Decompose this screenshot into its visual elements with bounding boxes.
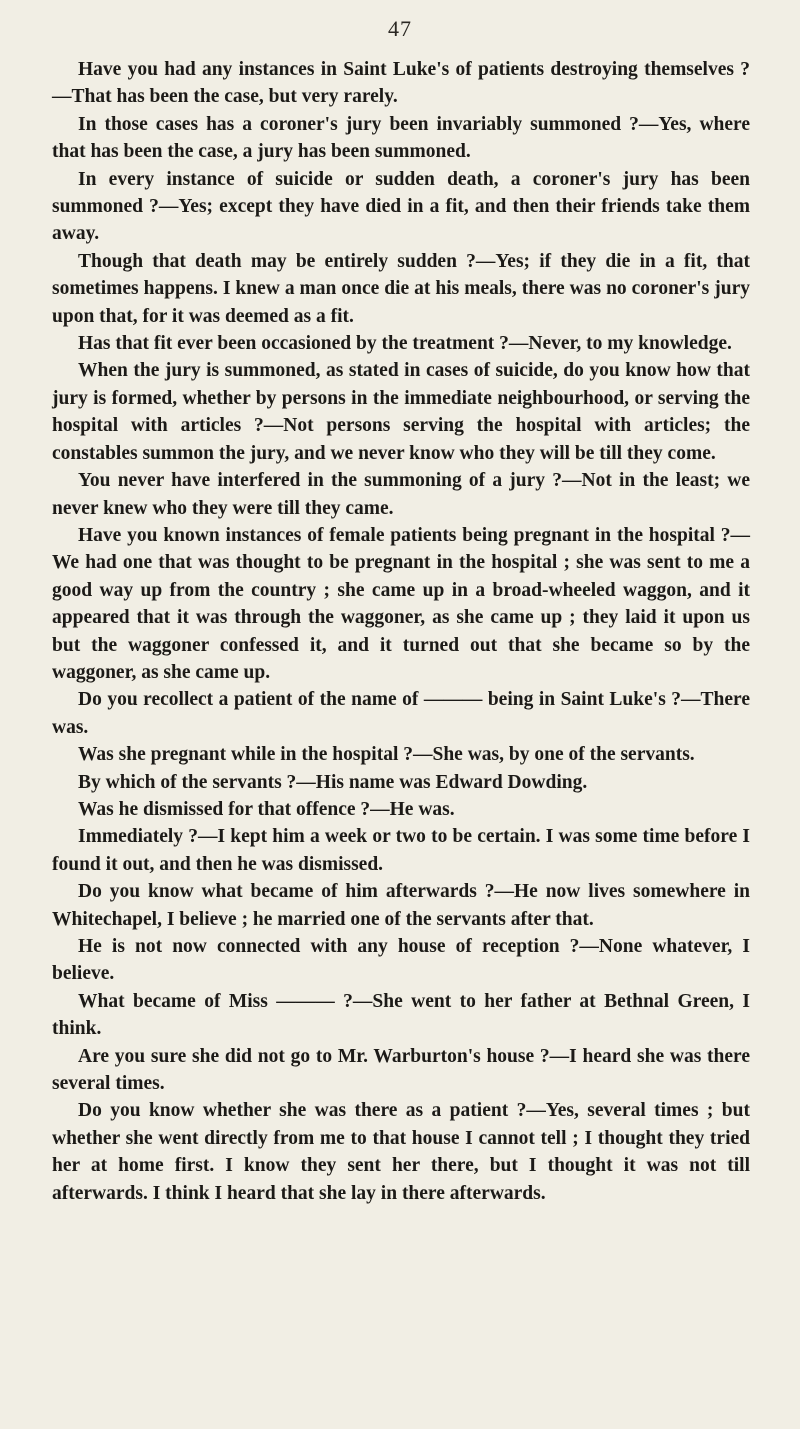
- paragraph: What became of Miss ——— ?—She went to her father at Bethnal Green, I think.: [52, 990, 750, 1040]
- paragraph: In every instance of suicide or sudden death, a coroner's jury has been summoned ?—Yes; except they have died in a fit, and then their friends take them away.: [52, 168, 750, 245]
- paragraph: Though that death may be entirely sudden ?—Yes; if they die in a fit, that sometimes happens. I knew a man once die at his meals, there was no coroner's jury upon that, for it was deemed as a fit.: [52, 250, 750, 327]
- paragraph: Was she pregnant while in the hospital ?—She was, by one of the servants.: [78, 744, 695, 766]
- paragraph: By which of the servants ?—His name was Edward Dowding.: [78, 771, 588, 793]
- paragraph: When the jury is summoned, as stated in cases of suicide, do you know how that jury is formed, whether by persons in the immediate neighbourhood, or serving the hospital with articles ?—Not persons serving the hospital with articles; the constables summon the jury, and we never know who they will be till they come.: [52, 360, 750, 464]
- paragraph: Was he dismissed for that offence ?—He was.: [78, 798, 455, 820]
- paragraph: Do you know what became of him afterwards ?—He now lives somewhere in Whitechapel, I believe ; he married one of the servants after that.: [52, 881, 750, 930]
- paragraph: You never have interfered in the summoning of a jury ?—Not in the least; we never knew who they were till they came.: [52, 470, 750, 519]
- paragraph: Has that fit ever been occasioned by the treatment ?—Never, to my knowledge.: [78, 333, 732, 355]
- testimony-text: [52, 56, 750, 1207]
- paragraph: Do you know whether she was there as a patient ?—Yes, several times ; but whether she went directly from me to that house I cannot tell ; I thought they tried her at home first. I know they sent her there, but I thought it was not till afterwards. I think I heard that she lay in there afterwards.: [52, 1100, 750, 1204]
- paragraph: Have you had any instances in Saint Luke's of patients destroying themselves ?—That has been the case, but very rarely.: [52, 59, 750, 108]
- paragraph: In those cases has a coroner's jury been invariably summoned ?—Yes, where that has been the case, a jury has been summoned.: [52, 113, 750, 163]
- paragraph: Do you recollect a patient of the name of ——— being in Saint Luke's ?—There was.: [52, 689, 750, 738]
- page-number: 47: [388, 16, 412, 41]
- paragraph: He is not now connected with any house of reception ?—None whatever, I believe.: [52, 936, 750, 985]
- paragraph: Are you sure she did not go to Mr. Warburton's house ?—I heard she was there several times.: [52, 1045, 750, 1095]
- paragraph: Have you known instances of female patients being pregnant in the hospital ?—We had one that was thought to be pregnant in the hospital ; she was sent to me a good way up from the country ; she came up in a broad-wheeled waggon, and it appeared that it was through the waggoner, as she came up ; they laid it upon us but the waggoner confessed it, and it turned out that she became so by the waggoner, as she came up.: [52, 524, 750, 683]
- paragraph: Immediately ?—I kept him a week or two to be certain. I was some time before I found it out, and then he was dismissed.: [52, 826, 750, 875]
